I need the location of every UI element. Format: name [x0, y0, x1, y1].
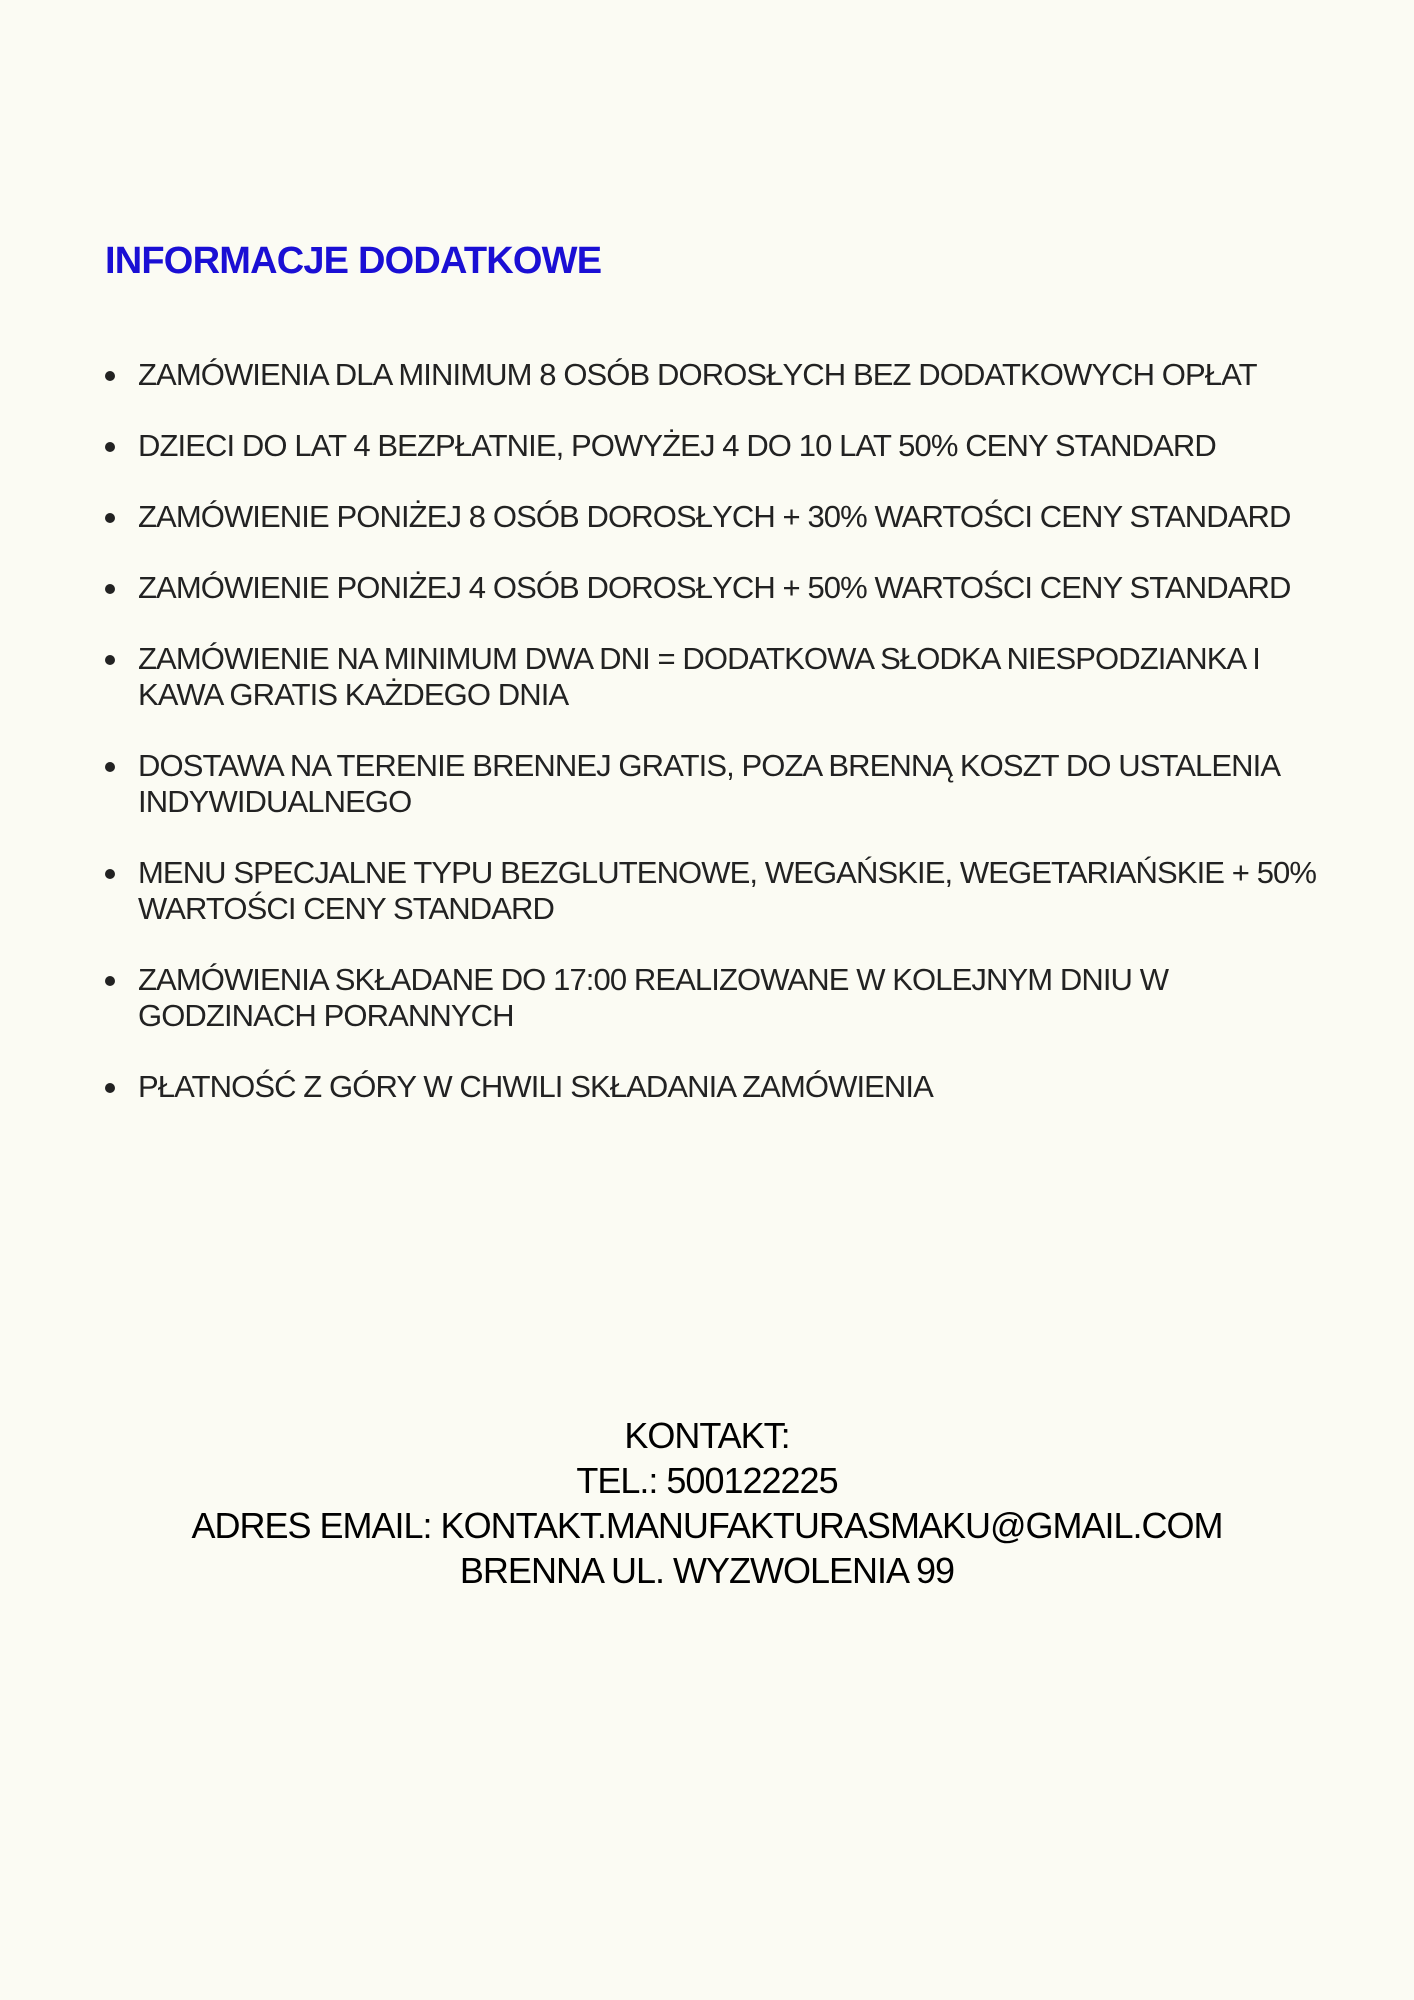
list-item	[105, 499, 1345, 535]
list-item-text: ZAMÓWIENIA DLA MINIMUM 8 OSÓB DOROSŁYCH BEZ DODATKOWYCH OPŁAT	[138, 357, 1257, 392]
list-item-text: ZAMÓWIENIE PONIŻEJ 8 OSÓB DOROSŁYCH + 30% WARTOŚCI CENY STANDARD	[138, 499, 1291, 534]
bullet-icon	[105, 1083, 115, 1093]
list-item	[105, 428, 1345, 464]
list-item	[105, 570, 1345, 606]
bullet-icon	[105, 655, 115, 665]
bullet-icon	[105, 513, 115, 523]
list-item	[105, 962, 1345, 1034]
list-item-text: MENU SPECJALNE TYPU BEZGLUTENOWE, WEGAŃSKIE, WEGETARIAŃSKIE + 50% WARTOŚCI CENY STANDARD	[138, 855, 1317, 926]
bullet-icon	[105, 762, 115, 772]
contact-phone: TEL.: 500122225	[576, 1460, 838, 1501]
bullet-icon	[105, 869, 115, 879]
list-item-text: DOSTAWA NA TERENIE BRENNEJ GRATIS, POZA BRENNĄ KOSZT DO USTALENIA INDYWIDUALNEGO	[138, 748, 1279, 819]
list-item	[105, 357, 1345, 393]
bullet-icon	[105, 976, 115, 986]
list-item-text: ZAMÓWIENIE NA MINIMUM DWA DNI = DODATKOWA SŁODKA NIESPODZIANKA I KAWA GRATIS KAŻDEGO DNIA	[138, 641, 1260, 712]
list-item-text: DZIECI DO LAT 4 BEZPŁATNIE, POWYŻEJ 4 DO 10 LAT 50% CENY STANDARD	[138, 428, 1216, 463]
list-item	[105, 1069, 1345, 1105]
bullet-icon	[105, 584, 115, 594]
bullet-icon	[105, 371, 115, 381]
info-list	[105, 357, 1345, 1140]
list-item-text: ZAMÓWIENIA SKŁADANE DO 17:00 REALIZOWANE W KOLEJNYM DNIU W GODZINACH PORANNYCH	[138, 962, 1169, 1033]
contact-address: BRENNA UL. WYZWOLENIA 99	[459, 1550, 955, 1591]
list-item	[105, 641, 1345, 713]
list-item-text: ZAMÓWIENIE PONIŻEJ 4 OSÓB DOROSŁYCH + 50% WARTOŚCI CENY STANDARD	[138, 570, 1291, 605]
contact-title: KONTAKT:	[624, 1415, 790, 1456]
list-item	[105, 855, 1345, 927]
section-heading: INFORMACJE DODATKOWE	[105, 240, 602, 282]
contact-email: ADRES EMAIL: KONTAKT.MANUFAKTURASMAKU@GMAIL.COM	[191, 1505, 1223, 1546]
contact-block	[0, 1413, 1414, 1593]
bullet-icon	[105, 442, 115, 452]
list-item	[105, 748, 1345, 820]
list-item-text: PŁATNOŚĆ Z GÓRY W CHWILI SKŁADANIA ZAMÓWIENIA	[138, 1069, 933, 1104]
